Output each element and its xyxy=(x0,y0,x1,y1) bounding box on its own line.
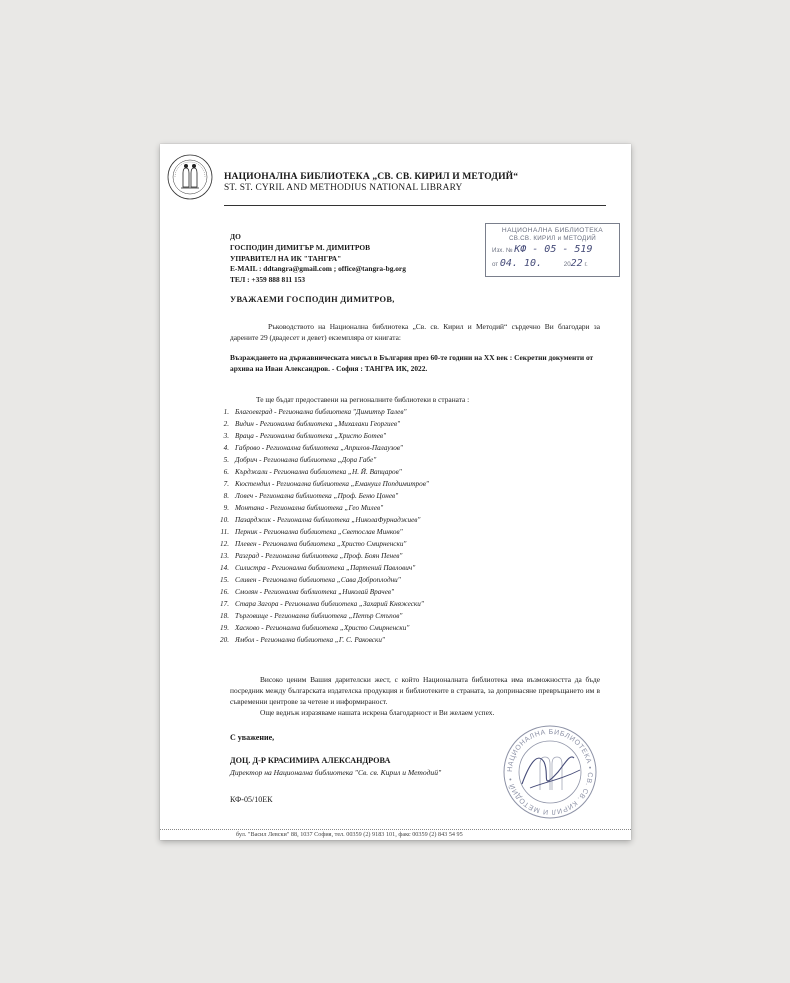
library-list-number: 15. xyxy=(220,576,229,584)
addressee-email: E-MAIL : ddtangra@gmail.com ; office@tangra-bg.org xyxy=(230,264,406,274)
letterhead-title-bg: НАЦИОНАЛНА БИБЛИОТЕКА „СВ. СВ. КИРИЛ И МЕТОДИЙ“ xyxy=(224,171,519,182)
library-list-item xyxy=(217,478,429,490)
closing-paragraphs xyxy=(230,674,600,718)
library-list-text: Добрич - Регионална библиотека „Дора Габе" xyxy=(235,456,377,464)
library-list-item xyxy=(217,610,429,622)
library-list-text: Ловеч - Регионална библиотека „Проф. Беню Цонев" xyxy=(235,492,399,500)
library-list-item xyxy=(217,538,429,550)
library-list-text: Монтана - Регионална библиотека „Гео Милев" xyxy=(235,504,384,512)
library-list-item xyxy=(217,406,429,418)
libraries-intro: Те ще бъдат предоставени на регионалните библиотеки в страната : xyxy=(256,395,470,404)
library-list-text: Габрово - Регионална библиотека „Априлов-Палаузов" xyxy=(235,444,403,452)
library-list-item xyxy=(217,454,429,466)
library-list-number: 20. xyxy=(220,636,229,644)
library-list-text: Пазарджик - Регионална библиотека „НиколаФурнаджиев" xyxy=(235,516,421,524)
paragraph-appreciation: Високо ценим Вашия дарителски жест, с който Националната библиотека има възможността да бъде посредник между българската издателска продукция и библиотеките в страната, за допринасяне превръщането им в съвременни центрове за четене и информираност. xyxy=(230,675,600,706)
library-list-item xyxy=(217,574,429,586)
signatory-title: Директор на Национална библиотека "Св. св. Кирил и Методий" xyxy=(230,768,442,777)
header-divider xyxy=(224,205,606,206)
closing-salutation: С уважение, xyxy=(230,733,275,742)
library-list-number: 4. xyxy=(223,444,229,452)
library-list-item xyxy=(217,550,429,562)
library-list-text: Кърджали - Регионална библиотека „Н. Й. Вапцаров" xyxy=(235,468,402,476)
library-list-item xyxy=(217,622,429,634)
library-list-number: 5. xyxy=(223,456,229,464)
library-list-text: Ямбол - Регионална библиотека „Г. С. Раковски" xyxy=(235,636,385,644)
library-list-text: Смолян - Регионална библиотека „Николай Врачев" xyxy=(235,588,395,596)
letterhead-title-en: ST. ST. CYRIL AND METHODIUS NATIONAL LIBRARY xyxy=(224,183,463,193)
library-list-number: 17. xyxy=(220,600,229,608)
signatory-name: ДОЦ. Д-Р КРАСИМИРА АЛЕКСАНДРОВА xyxy=(230,756,391,765)
addressee-block xyxy=(230,232,406,286)
library-list-item xyxy=(217,562,429,574)
library-list-number: 11. xyxy=(220,528,229,536)
library-list-number: 16. xyxy=(220,588,229,596)
library-list-number: 18. xyxy=(220,612,229,620)
addressee-phone: ТЕЛ : +359 888 811 153 xyxy=(230,275,306,285)
document-reference: КФ-05/10ЕК xyxy=(230,795,273,804)
stamp-date-label: от xyxy=(492,261,499,268)
library-list-item xyxy=(217,502,429,514)
library-list-text: Силистра - Регионална библиотека „Партений Павлович" xyxy=(235,564,416,572)
library-emblem-icon xyxy=(166,153,214,201)
library-list-text: Плевен - Регионална библиотека „Христо Смирненски" xyxy=(235,540,407,548)
registration-stamp xyxy=(485,223,620,277)
paragraph-wishes: Още веднъж изразяваме нашата искрена благодарност и Ви желаем успех. xyxy=(260,708,495,717)
addressee-name: ГОСПОДИН ДИМИТЪР М. ДИМИТРОВ xyxy=(230,242,371,252)
library-list-number: 8. xyxy=(223,492,229,500)
signature-scribble xyxy=(522,757,574,784)
stamp-ref-value: КФ - 05 - 519 xyxy=(514,244,593,255)
stamp-date-value: 04. 10. xyxy=(499,258,543,269)
paragraph-thanks: Ръководството на Национална библиотека „Св. св. Кирил и Методий“ сърдечно Ви благодари за дарените 29 (двадесет и девет) екземпляра от книгата: xyxy=(230,322,600,342)
library-list-item xyxy=(217,490,429,502)
stamp-year-suffix: г. xyxy=(584,261,588,268)
library-list-item xyxy=(217,526,429,538)
addressee-position: УПРАВИТЕЛ НА ИК "ТАНГРА" xyxy=(230,253,342,263)
library-list-text: Видин - Регионална библиотека „Михалаки Георгиев" xyxy=(235,420,400,428)
library-list-number: 3. xyxy=(223,432,229,440)
stamp-ref-row xyxy=(492,244,592,255)
stamp-ref-label: Изх. № xyxy=(492,247,513,254)
stamp-line-1: НАЦИОНАЛНА БИБЛИОТЕКА xyxy=(501,227,604,234)
library-list-text: Кюстендил - Регионална библиотека „Емануил Попдимитров" xyxy=(235,480,429,488)
library-list-text: Враца - Регионална библиотека „Христо Ботев" xyxy=(235,432,387,440)
library-list-number: 1. xyxy=(223,408,229,416)
library-list-item xyxy=(217,634,429,646)
library-list-item xyxy=(217,514,429,526)
library-list-text: Търговище - Регионална библиотека „Петър Стъпов" xyxy=(235,612,403,620)
stamp-year-value: 22 xyxy=(570,258,583,269)
library-list-number: 10. xyxy=(220,516,229,524)
library-list-number: 6. xyxy=(223,468,229,476)
footer-divider xyxy=(160,829,631,830)
stamp-year-prefix: 20 xyxy=(563,261,571,268)
library-list-number: 2. xyxy=(223,420,229,428)
library-list-number: 7. xyxy=(223,480,229,488)
library-list-item xyxy=(217,430,429,442)
footer-address: бул. "Васил Левски" 88, 1037 София, тел. 00359 (2) 9183 101, факс 00359 (2) 843 54 95 xyxy=(236,831,463,838)
stamp-date-row xyxy=(492,258,588,269)
library-list-item xyxy=(217,466,429,478)
addressee-to: ДО xyxy=(230,232,241,241)
library-list-text: Сливен - Регионална библиотека „Сава Доброплодни" xyxy=(235,576,401,584)
library-list-number: 13. xyxy=(220,552,229,560)
library-list-number: 9. xyxy=(223,504,229,512)
greeting: УВАЖАЕМИ ГОСПОДИН ДИМИТРОВ, xyxy=(230,295,395,304)
book-title: Възраждането на държавническата мисъл в България през 60-те години на XX век : Секретни документи от архива на Иван Александров. - София : ТАНГРА ИК, 2022. xyxy=(230,353,594,373)
official-seal-icon xyxy=(500,722,600,822)
library-list-text: Разград - Регионална библиотека „Проф. Боян Пенев" xyxy=(235,552,403,560)
seal-text: НАЦИОНАЛНА БИБЛИОТЕКА • СВ. СВ. КИРИЛ И МЕТОДИЙ • xyxy=(506,728,594,816)
library-list-number: 14. xyxy=(220,564,229,572)
library-list-item xyxy=(217,598,429,610)
library-list-number: 19. xyxy=(220,624,229,632)
library-list-text: Стара Загора - Регионална библиотека „Захарий Княжески" xyxy=(235,600,424,608)
library-list-item xyxy=(217,418,429,430)
library-list-text: Благоевград - Регионална библиотека "Димитър Талев" xyxy=(235,408,407,416)
libraries-list xyxy=(217,406,429,646)
stamp-line-2: СВ.СВ. КИРИЛ и МЕТОДИЙ xyxy=(508,235,597,242)
library-list-number: 12. xyxy=(220,540,229,548)
library-list-text: Хасково - Регионална библиотека „Христо Смирненски" xyxy=(235,624,410,632)
letter-page xyxy=(160,144,631,840)
library-list-text: Перник - Регионална библиотека „Светослав Минков" xyxy=(235,528,403,536)
library-list-item xyxy=(217,442,429,454)
library-list-item xyxy=(217,586,429,598)
